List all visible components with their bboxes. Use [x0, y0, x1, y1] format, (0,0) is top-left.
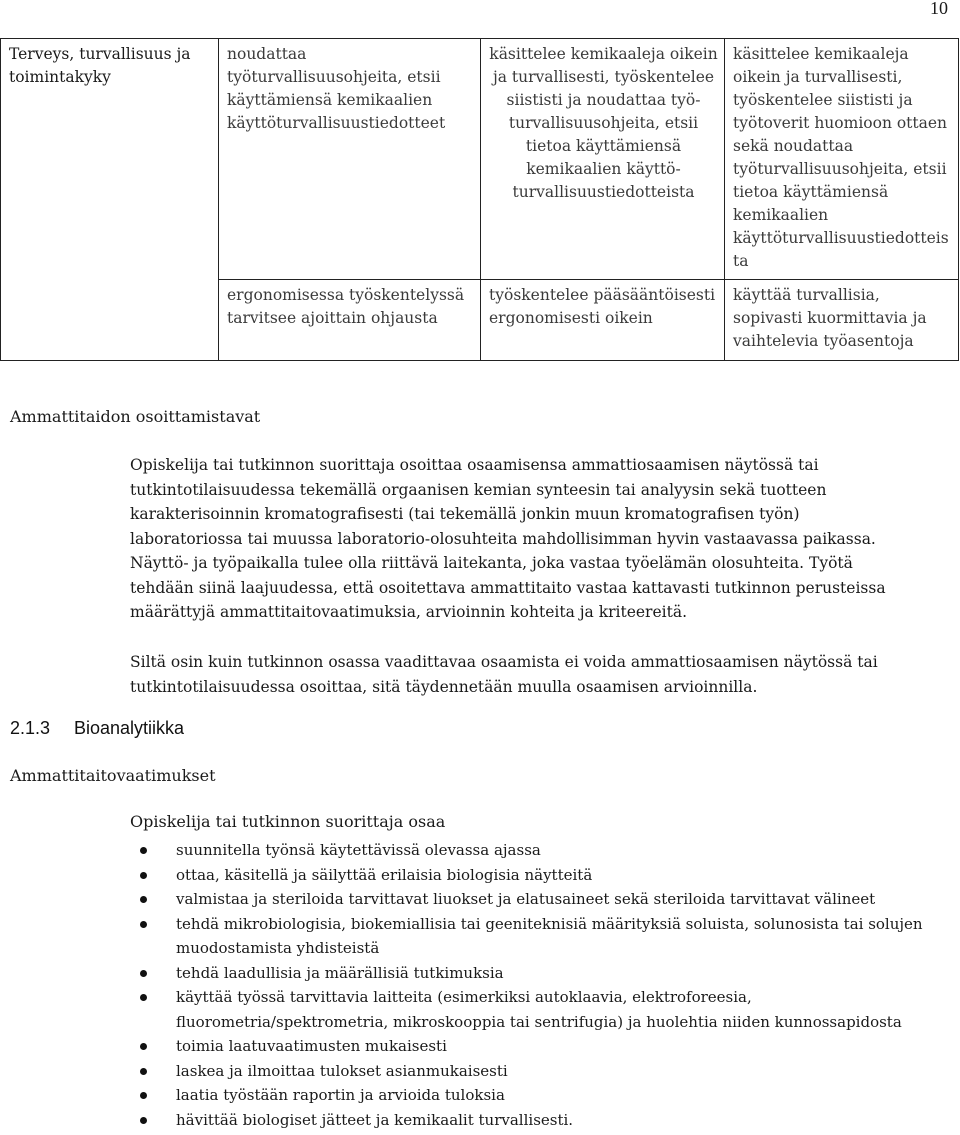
list-item [130, 985, 930, 1034]
criteria-satisfactory-cell: noudattaa työturvallisuusohjeita, etsii käyttämiensä kemikaalien käyttöturvallisuustiedotteet [219, 39, 481, 280]
criteria-satisfactory-cell: ergonomisessa työskentelyssä tarvitsee ajoittain ohjausta [219, 280, 481, 361]
page-number: 10 [930, 0, 948, 18]
section-heading [10, 718, 184, 739]
table-row [1, 280, 959, 361]
assessment-area-cell [1, 280, 219, 361]
assessment-criteria-table [0, 38, 959, 361]
table-row [1, 39, 959, 280]
list-item-text: ottaa, käsitellä ja säilyttää erilaisia biologisia näytteitä [176, 865, 593, 884]
list-item-text: valmistaa ja steriloida tarvittavat liuokset ja elatusaineet sekä steriloida tarvittavat välineet [176, 890, 876, 908]
criteria-good-cell: työskentelee pääsääntöisesti ergonomisesti oikein [481, 280, 725, 361]
list-item [130, 912, 930, 961]
list-item-text: toimia laatuvaatimusten mukaisesti [176, 1037, 447, 1055]
criteria-excellent-cell: käyttää turvallisia, sopivasti kuormittavia ja vaihtelevia työasentoja [725, 280, 959, 361]
demonstration-paragraph-2 [130, 650, 910, 699]
section-title: Bioanalytiikka [74, 718, 185, 738]
bullet-icon [140, 921, 147, 928]
bullet-icon [140, 994, 147, 1001]
list-item [130, 961, 930, 986]
requirements-list [130, 838, 930, 1132]
list-item [130, 1059, 930, 1084]
bullet-icon [140, 872, 147, 879]
assessment-area-cell: Terveys, turvallisuus ja toimintakyky [1, 39, 219, 280]
bullet-icon [140, 1043, 147, 1050]
bullet-icon [140, 896, 147, 903]
bullet-icon [140, 847, 147, 854]
bullet-icon [140, 1068, 147, 1075]
list-item-text: käyttää työssä tarvittavia laitteita (esimerkiksi autoklaavia, elektroforeesia, fluorometria/spektrometria, mikroskooppia tai sentrifugia) ja huolehtia niiden kunnossapidosta [176, 988, 902, 1031]
criteria-good-cell: käsittelee kemikaaleja oikein ja turvallisesti, työskentelee siististi ja noudattaa työ-turvallisuusohjeita, etsii tietoa käyttämiensä kemikaalien käyttö-turvallisuustiedotteista [481, 39, 725, 280]
list-item [130, 1034, 930, 1059]
demonstration-heading: Ammattitaidon osoittamistavat [10, 407, 261, 426]
bullet-icon [140, 970, 147, 977]
criteria-excellent-cell: käsittelee kemikaaleja oikein ja turvallisesti, työskentelee siististi ja työtoverit huomioon ottaen sekä noudattaa työturvallisuusohjeita, etsii tietoa käyttämiensä kemikaalien käyttöturvallisuustiedotteista [725, 39, 959, 280]
requirements-intro: Opiskelija tai tutkinnon suorittaja osaa [130, 812, 446, 831]
list-item [130, 887, 930, 912]
list-item-text: tehdä mikrobiologisia, biokemiallisia tai geeniteknisiä määrityksiä soluista, solunosista tai solujen muodostamista yhdisteistä [176, 914, 923, 957]
list-item-text: hävittää biologiset jätteet ja kemikaalit turvallisesti. [176, 1110, 574, 1129]
list-item-text: laatia työstään raportin ja arvioida tuloksia [176, 1086, 505, 1104]
section-number: 2.1.3 [10, 718, 51, 738]
bullet-icon [140, 1092, 147, 1099]
demonstration-text-2: Siltä osin kuin tutkinnon osassa vaadittavaa osaamista ei voida ammattiosaamisen näytössä tai tutkintotilaisuudessa osoittaa, sitä täydennetään muulla osaamisen arvioinnilla. [130, 653, 878, 696]
requirements-heading: Ammattitaitovaatimukset [10, 766, 216, 785]
list-item [130, 863, 930, 888]
list-item [130, 838, 930, 863]
bullet-icon [140, 1117, 147, 1124]
demonstration-paragraph [130, 453, 910, 625]
list-item-text: tehdä laadullisia ja määrällisiä tutkimuksia [176, 963, 504, 982]
list-item-text: suunnitella työnsä käytettävissä olevassa ajassa [176, 841, 541, 859]
list-item-text: laskea ja ilmoittaa tulokset asianmukaisesti [176, 1061, 508, 1080]
list-item [130, 1108, 930, 1133]
list-item [130, 1083, 930, 1108]
demonstration-text-1: Opiskelija tai tutkinnon suorittaja osoittaa osaamisensa ammattiosaamisen näytössä tai tutkintotilaisuudessa tekemällä orgaanisen kemian synteesin tai analyysin sekä tuotteen karakterisoinnin kromatografisesti (tai tekemällä jonkin muun kromatografisen työn) laboratoriossa tai muussa laboratorio-olosuhteita mahdollisimman hyvin vastaavassa paikassa. Näyttö- ja työpaikalla tulee olla riittävä laitekanta, joka vastaa työelämän olosuhteita. Työtä tehdään siinä laajuudessa, että osoitettava ammattitaito vastaa kattavasti tutkinnon perusteissa määrättyjä ammattitaitovaatimuksia, arvioinnin kohteita ja kriteereitä. [130, 456, 886, 621]
